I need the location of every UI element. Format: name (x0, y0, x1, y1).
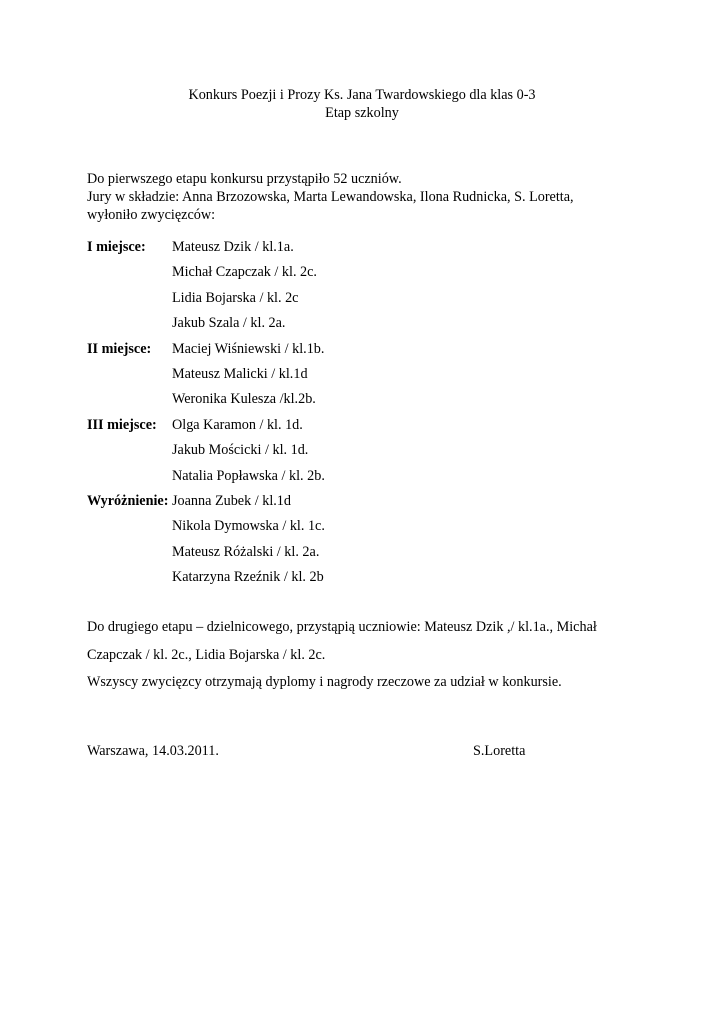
award-label: Wyróżnienie: (87, 492, 169, 509)
award-row (87, 391, 647, 416)
award-winner: Jakub Mościcki / kl. 1d. (172, 442, 309, 459)
intro-line: wyłoniło zwycięzców: (87, 207, 216, 223)
award-winner: Jakub Szala / kl. 2a. (172, 315, 286, 332)
award-winner: Olga Karamon / kl. 1d. (172, 416, 303, 433)
summary-paragraph (87, 614, 647, 697)
award-row (87, 315, 647, 340)
award-row (87, 569, 647, 594)
award-label: I miejsce: (87, 239, 146, 255)
summary-line: Wszyscy zwycięzcy otrzymają dyplomy i nagrody rzeczowe za udział w konkursie. (87, 674, 562, 690)
awards-list (87, 239, 647, 594)
award-winner: Maciej Wiśniewski / kl.1b. (172, 340, 325, 357)
signature: S.Loretta (473, 743, 526, 759)
award-label: II miejsce: (87, 340, 152, 357)
document-title: Konkurs Poezji i Prozy Ks. Jana Twardowskiego dla klas 0-3 (188, 87, 536, 103)
place-date: Warszawa, 14.03.2011. (87, 743, 219, 759)
award-row (87, 366, 647, 391)
award-winner: Natalia Popławska / kl. 2b. (172, 467, 325, 484)
award-winner: Joanna Zubek / kl.1d (172, 492, 291, 509)
award-winner: Mateusz Różalski / kl. 2a. (172, 543, 320, 560)
summary-line: Czapczak / kl. 2c., Lidia Bojarska / kl. 2c. (87, 646, 326, 663)
award-row (87, 239, 647, 264)
intro-paragraph (87, 170, 647, 224)
award-row (87, 290, 647, 315)
award-row (87, 493, 647, 518)
award-row (87, 264, 647, 289)
document-subtitle: Etap szkolny (325, 105, 399, 121)
document-header (0, 86, 724, 122)
award-winner: Lidia Bojarska / kl. 2c (172, 289, 299, 306)
award-row (87, 442, 647, 467)
award-winner: Katarzyna Rzeźnik / kl. 2b (172, 569, 324, 586)
award-winner: Nikola Dymowska / kl. 1c. (172, 518, 325, 535)
intro-line: Jury w składzie: Anna Brzozowska, Marta Lewandowska, Ilona Rudnicka, S. Loretta, (87, 189, 574, 205)
award-row (87, 468, 647, 493)
summary-line: Do drugiego etapu – dzielnicowego, przystąpią uczniowie: Mateusz Dzik ,/ kl.1a., Michał (87, 619, 597, 635)
award-row (87, 544, 647, 569)
intro-line: Do pierwszego etapu konkursu przystąpiło 52 uczniów. (87, 171, 402, 187)
award-row (87, 518, 647, 543)
award-row (87, 341, 647, 366)
award-row (87, 417, 647, 442)
award-winner: Michał Czapczak / kl. 2c. (172, 264, 317, 281)
award-label: III miejsce: (87, 416, 157, 433)
document-footer (87, 743, 647, 763)
award-winner: Mateusz Dzik / kl.1a. (172, 239, 294, 255)
award-winner: Weronika Kulesza /kl.2b. (172, 391, 316, 408)
award-winner: Mateusz Malicki / kl.1d (172, 365, 308, 382)
